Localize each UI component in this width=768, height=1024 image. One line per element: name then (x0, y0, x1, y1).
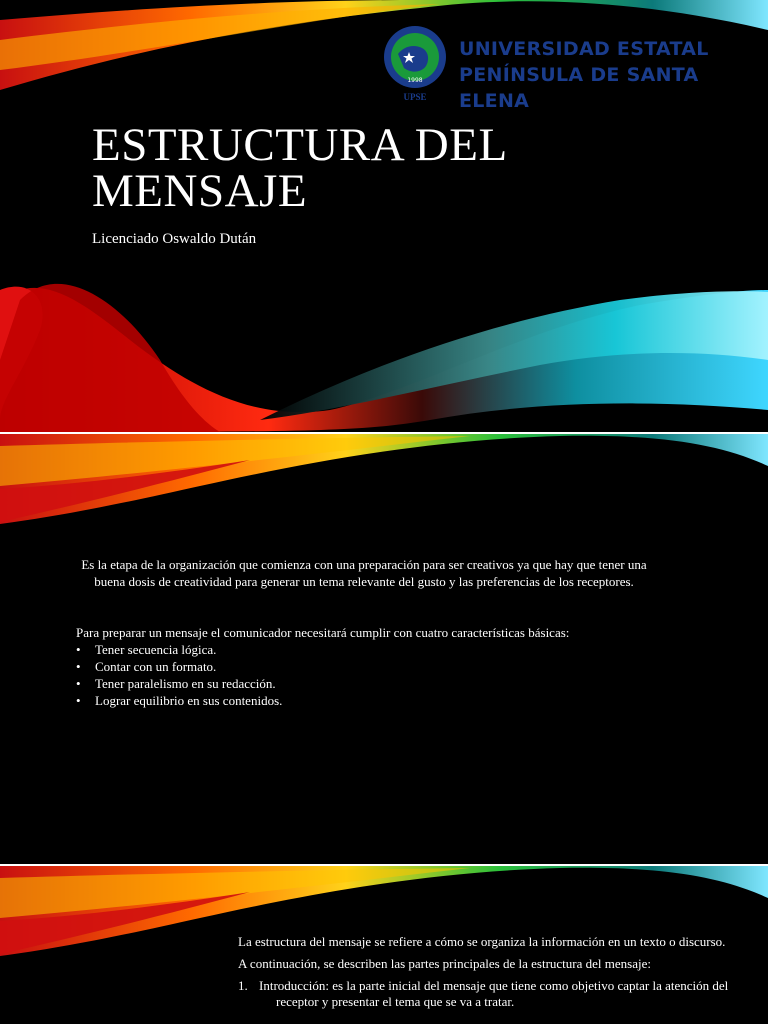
characteristics-block (76, 624, 652, 709)
structure-paragraph-1: La estructura del mensaje se refiere a cómo se organiza la información en un texto o discurso. (238, 934, 726, 949)
slide-subtitle: Licenciado Oswaldo Dután (92, 231, 257, 247)
list-item: • Contar con un formato. (76, 658, 652, 675)
title-slide (0, 0, 768, 432)
title-line-2: MENSAJE (92, 165, 308, 217)
svg-text:UPSE: UPSE (403, 92, 427, 102)
structure-parts-list (238, 978, 738, 1010)
list-number: 1. (238, 978, 248, 993)
list-item: • Tener secuencia lógica. (76, 641, 652, 658)
list-item (238, 978, 738, 1010)
content-slide-2 (0, 866, 768, 1024)
university-line-2: PENÍNSULA DE SANTA ELENA (459, 64, 699, 112)
characteristics-lead: Para preparar un mensaje el comunicador necesitará cumplir con cuatro características básicas: (76, 625, 570, 640)
university-name (459, 36, 768, 114)
university-seal (382, 24, 448, 102)
title-line-1: ESTRUCTURA DEL (92, 119, 508, 171)
intro-paragraph: Es la etapa de la organización que comienza con una preparación para ser creativos ya que hay que tener una buena dosis de creatividad para generar un tema relevante del gusto y las preferencias de los receptores. (81, 557, 647, 589)
content-slide-1 (0, 434, 768, 864)
list-item-text: Introducción: es la parte inicial del mensaje que tiene como objetivo captar la atención del receptor y presentar el tema que se va a tratar. (259, 978, 729, 1009)
structure-text (238, 934, 738, 1010)
list-item: • Lograr equilibrio en sus contenidos. (76, 692, 652, 709)
characteristics-list (76, 641, 652, 709)
university-line-1: UNIVERSIDAD ESTATAL (459, 38, 709, 60)
structure-paragraph-2: A continuación, se describen las partes principales de la estructura del mensaje: (238, 956, 651, 971)
svg-text:1998: 1998 (407, 77, 423, 84)
slide-title (92, 119, 508, 217)
swoosh-decoration (0, 434, 768, 534)
list-item: • Tener paralelismo en su redacción. (76, 675, 652, 692)
